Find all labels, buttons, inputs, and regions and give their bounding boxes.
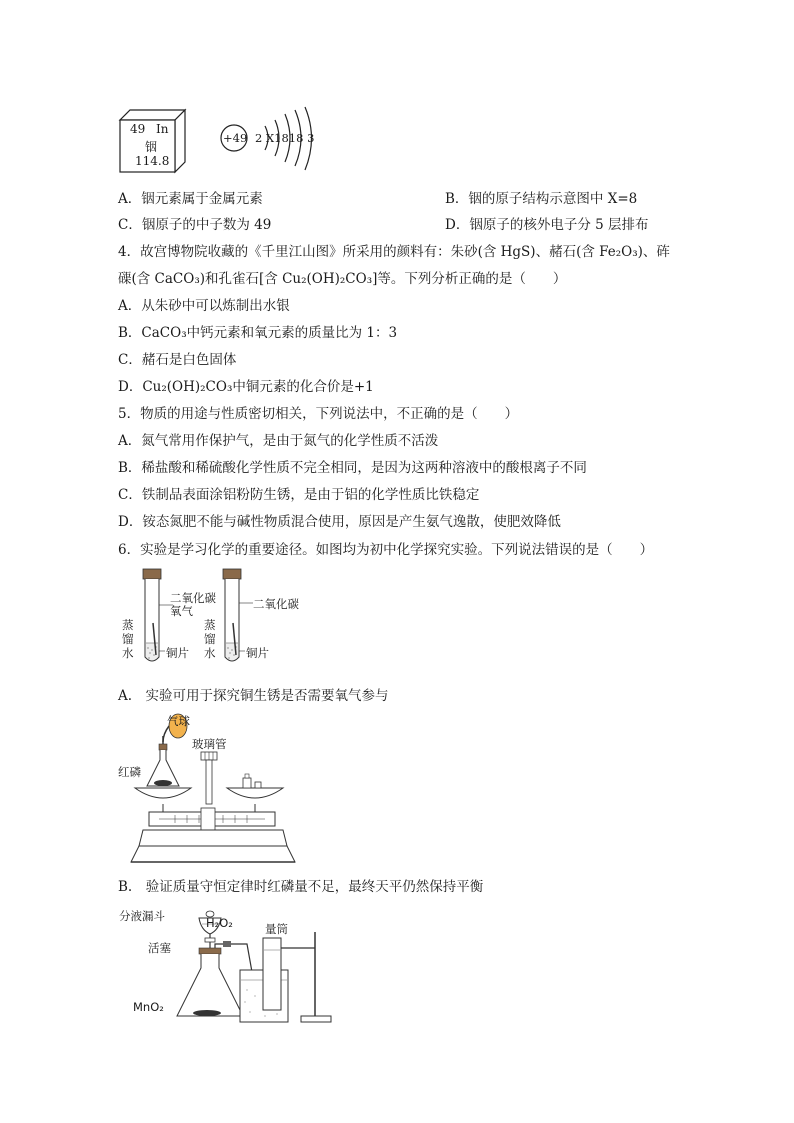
q3-option-c: C．铟原子的中子数为 49: [118, 217, 272, 233]
q5-option-d: D．铵态氮肥不能与碱性物质混合使用，原因是产生氨气逸散，使肥效降低: [118, 514, 561, 530]
stopcock-label: 活塞: [148, 941, 171, 955]
q4-option-c: C．赭石是白色固体: [118, 352, 237, 368]
q4-option-b: B．CaCO₃中钙元素和氧元素的质量比为 1：3: [118, 325, 398, 341]
element-number: 49: [130, 122, 146, 136]
element-symbol: In: [156, 122, 169, 136]
q6-option-a: A. 实验可用于探究铜生锈是否需要氧气参与: [118, 688, 389, 704]
q5-stem: 5．物质的用途与性质密切相关，下列说法中，不正确的是（ ）: [118, 406, 519, 422]
element-name: 铟: [145, 140, 158, 154]
tube2-gas-label: 二氧化碳: [253, 597, 299, 611]
q6-stem: 6．实验是学习化学的重要途径。如图均为初中化学探究实验。下列说法错误的是（ ）: [118, 542, 654, 558]
tube1-copper-label: 铜片: [166, 646, 189, 660]
q4-option-a: A．从朱砂中可以炼制出水银: [118, 298, 290, 314]
q6-option-b: B. 验证质量守恒定律时红磷量不足，最终天平仍然保持平衡: [118, 879, 484, 895]
q5-option-b: B．稀盐酸和稀硫酸化学性质不完全相同，是因为这两种溶液中的酸根离子不同: [118, 460, 587, 476]
q4-stem-line1: 4．故宫博物院收藏的《千里江山图》所采用的颜料有：朱砂(含 HgS)、赭石(含 Fe₂O₃)、砗: [118, 244, 670, 260]
funnel-label: 分液漏斗: [119, 909, 165, 923]
tube2-copper-label: 铜片: [246, 646, 269, 660]
q4-option-d: D．Cu₂(OH)₂CO₃中铜元素的化合价是+1: [118, 379, 374, 395]
tube1-gas1-label: 二氧化碳: [170, 591, 216, 605]
balloon-label: 气球: [167, 714, 190, 728]
q5-option-c: C．铁制品表面涂铝粉防生锈，是由于铝的化学性质比铁稳定: [118, 487, 480, 503]
q3-option-b: B．铟的原子结构示意图中 X=8: [445, 191, 638, 207]
q3-option-d: D．铟原子的核外电子分 5 层排布: [445, 217, 649, 233]
test-tubes-figure: [115, 565, 335, 675]
tube1-water-label: 蒸 馏 水: [122, 618, 134, 660]
nucleus-charge: +49: [223, 131, 248, 145]
tube2-water-label: 蒸 馏 水: [204, 618, 216, 660]
q3-option-a: A．铟元素属于金属元素: [118, 191, 263, 207]
cylinder-label: 量筒: [265, 922, 288, 936]
element-mass: 114.8: [135, 154, 170, 168]
tube1-gas2-label: 氧气: [170, 604, 193, 618]
mno2-label: MnO₂: [133, 1000, 164, 1014]
red-phosphorus-label: 红磷: [118, 765, 141, 779]
q4-stem-line2: 磲(含 CaCO₃)和孔雀石[含 Cu₂(OH)₂CO₃]等。下列分析正确的是（ ）: [118, 271, 567, 287]
q5-option-a: A．氮气常用作保护气，是由于氮气的化学性质不活泼: [118, 433, 439, 449]
glass-tube-label: 玻璃管: [192, 737, 227, 751]
h2o2-label: H₂O₂: [206, 916, 233, 930]
electron-shells: 2 X1818 3: [255, 131, 315, 145]
